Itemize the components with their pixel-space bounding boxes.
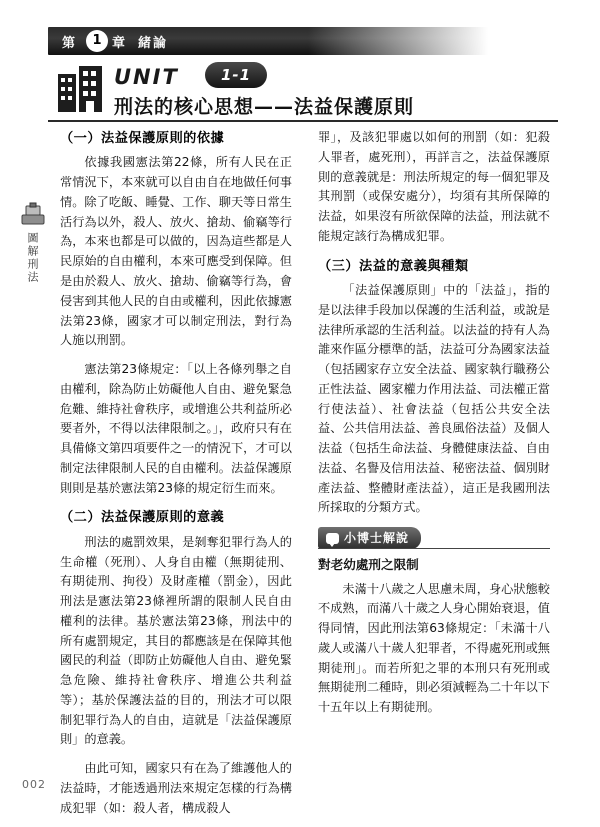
note-badge (318, 527, 421, 549)
paragraph: 刑法的處罰效果，是剝奪犯罪行為人的生命權（死刑）、人身自由權（無期徒刑、有期徒刑、拘役）及財產權（罰金），因此刑法是憲法第23條裡所謂的限制人民自由權利的法律。基於憲法第23條，刑法中的所有處罰規定，其目的都應該是在保障其他國民的利益（即防止妨礙他人自由、避免緊急危險、維持社會秩序、增進公共利益等）；基於保護法益的目的，刑法才可以限制犯罪行為人的自由，這就是「法益保護原則」的意義。 (60, 534, 292, 747)
page-number: 002 (22, 778, 46, 791)
side-tab-label: 圖解刑法 (26, 232, 39, 284)
unit-word: UNIT (114, 65, 179, 89)
unit-header (48, 62, 558, 120)
chapter-title: 緒論 (138, 36, 169, 51)
paragraph: 由此可知，國家只有在為了維護他人的法益時，才能透過刑法來規定怎樣的行為構成犯罪（如：殺人者，構成殺人 (60, 761, 292, 815)
note-badge-label: 小博士解說 (344, 531, 410, 546)
left-column (60, 128, 292, 827)
building-icon (58, 66, 102, 112)
paragraph: 依據我國憲法第22條，所有人民在正常情況下，本來就可以自由自在地做任何事情。除了吃飯、睡覺、工作、聊天等日常生活行為以外，殺人、放火、搶劫、偷竊等行為，本來也都是可以做的，因為這些都是人民原始的自由權利，本來可應受到保障。但是由於殺人、放火、搶劫、偷竊等行為，會侵害到其他人民的自由或權利，因此依據憲法第23條，國家才可以制定刑法，對行為人施以刑罰。 (60, 155, 292, 348)
unit-divider (48, 120, 558, 122)
note-box-header (318, 527, 550, 549)
chapter-label-prefix: 第 (62, 36, 77, 51)
chapter-number: 1 (86, 30, 108, 52)
note-underline (318, 548, 550, 549)
paragraph: 憲法第23條規定：「以上各條列舉之自由權利，除為防止妨礙他人自由、避免緊急危難、維持社會秩序，或增進公共利益所必要者外，不得以法律限制之。」，政府只有在具備條文第四項要件之一的情況下，才可以制定法律限制人民的自由權利。法益保護原則則是基於憲法第23條的規定衍生而來。 (60, 362, 292, 495)
unit-number-badge: 1-1 (205, 62, 267, 88)
unit-title: 刑法的核心思想——法益保護原則 (114, 96, 415, 118)
note-title: 對老幼處刑之限制 (318, 557, 419, 573)
speech-bubble-icon (326, 533, 339, 544)
stamp-icon (20, 202, 46, 228)
side-tab (18, 232, 46, 352)
chapter-bar-fade (308, 27, 558, 55)
section-heading-3: （三）法益的意義與種類 (318, 258, 469, 274)
paragraph-continuation: 罪」，及該犯罪處以如何的刑罰（如：犯殺人罪者，處死刑），再詳言之，法益保護原則的意義就是：刑法所規定的每一個犯罪及其刑罰（或保安處分），均須有其所保障的法益，如果沒有所欲保障的法益，刑法就不能規定該行為構成犯罪。 (318, 130, 550, 243)
chapter-label-suffix: 章 (112, 36, 126, 51)
chapter-header-bar (48, 27, 558, 55)
section-heading-1: （一）法益保護原則的依據 (60, 131, 225, 146)
section-heading-2: （二）法益保護原則的意義 (60, 510, 225, 526)
right-column (318, 128, 550, 727)
paragraph: 「法益保護原則」中的「法益」，指的是以法律手段加以保護的生活利益，或說是法律所承認的生活利益。以法益的持有人為誰來作區分標準的話，法益可分為國家法益（包括國家存立安全法益、國家執行職務公正性法益、國家權力作用法益、司法權正當行使法益）、社會法益（包括公共安全法益、公共信用法益、善良風俗法益）及個人法益（包括生命法益、身體健康法益、自由法益、名譽及信用法益、秘密法益、個別財產法益、整體財產法益），這正是我國刑法所採取的分類方式。 (318, 282, 550, 515)
note-paragraph: 未滿十八歲之人思慮未周，身心狀態較不成熟，而滿八十歲之人身心開始衰退，值得同情，因此刑法第63條規定：「未滿十八歲人或滿八十歲人犯罪者，不得處死刑或無期徒刑」。而若所犯之罪的本刑只有死刑或無期徒刑二種時，則必須減輕為二十年以下十五年以上有期徒刑。 (318, 581, 550, 715)
